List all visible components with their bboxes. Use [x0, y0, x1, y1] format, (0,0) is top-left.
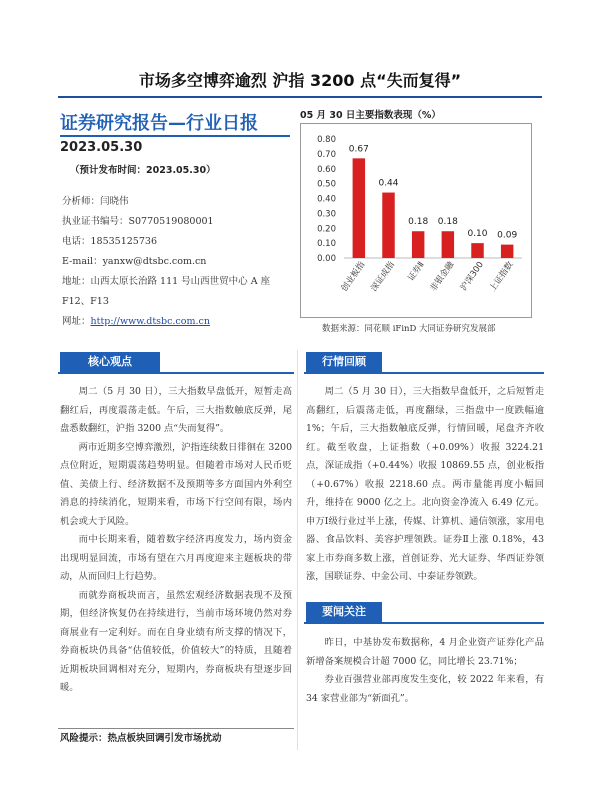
news-section-line — [304, 622, 544, 624]
analyst-cert: 执业证书编号：S0770519080001 — [62, 216, 214, 227]
headline: 市场多空博弈逾烈 沪指 3200 点“失而复得” — [138, 71, 462, 90]
analyst-phone: 电话：18535125736 — [62, 236, 157, 247]
y-tick-label: 0.60 — [317, 164, 336, 175]
x-category-label: 上证指数 — [487, 259, 516, 294]
y-tick-label: 0.30 — [317, 209, 336, 220]
bar-value-label: 0.67 — [348, 144, 369, 155]
bar — [471, 243, 483, 258]
bar-value-label: 0.44 — [378, 178, 399, 189]
bar — [442, 231, 454, 258]
bar — [353, 158, 365, 258]
risk-rule — [58, 728, 294, 729]
news-section-body — [306, 634, 544, 708]
x-category-label: 深证成指 — [369, 259, 397, 294]
report-date: 2023.05.30 — [60, 140, 143, 155]
core-para: 而就券商板块而言，虽然宏观经济数据表现不及预期，但经济恢复仍在持续进行，当前市场环境仍然对券商展业有一定利好。而在自身业绩有所支撑的情况下，券商板块仍具备“估值较低，价值较大”的特质，且随着近期板块回调相对充分，短期内，券商板块有望逐步回暖。 — [60, 589, 292, 693]
news-para: 昨日，中基协发布数据称，4 月企业资产证券化产品新增备案规模合计超 7000 亿，同比增长 23.71%； — [306, 637, 544, 667]
bar-value-label: 0.09 — [497, 230, 518, 241]
bar — [382, 193, 394, 258]
chart-title: 05 月 30 日主要指数表现（%） — [300, 110, 441, 121]
market-section-line — [304, 372, 544, 374]
news-para: 券业百强营业部再度发生变化，较 2022 年来看，有 34 家营业部为“新面孔”。 — [306, 674, 544, 704]
market-section-body — [306, 383, 544, 587]
core-section-heading: 核心观点 — [60, 352, 160, 372]
bar — [501, 245, 513, 258]
market-section-heading: 行情回顾 — [306, 352, 382, 372]
analyst-name: 分析师：闫晓伟 — [62, 196, 129, 207]
bar — [412, 231, 424, 258]
x-category-label: 证券Ⅱ — [406, 259, 427, 284]
news-section-heading: 要闻关注 — [306, 602, 382, 622]
core-para: 两市近期多空博弈激烈，沪指连续数日徘徊在 3200 点位附近，短期震荡趋势明显。但随着市场对人民币贬值、美债上行、经济数据不及预期等多方面国内外利空消息的持续消化，短期来看，市场下行空间有限，场内机会或大于风险。 — [60, 441, 292, 527]
y-tick-label: 0.50 — [317, 179, 336, 190]
website-label: 网址： — [62, 316, 91, 327]
y-tick-label: 0.80 — [317, 135, 336, 145]
core-section-line — [58, 372, 294, 374]
bar-value-label: 0.18 — [408, 217, 429, 228]
chart-source: 数据来源：同花顺 iFinD 大同证券研究发展部 — [322, 324, 496, 334]
risk-note: 风险提示：热点板块回调引发市场扰动 — [60, 733, 222, 744]
title-underline — [60, 135, 290, 137]
report-title: 证券研究报告—行业日报 — [60, 113, 258, 134]
y-tick-label: 0.10 — [317, 239, 336, 250]
y-tick-label: 0.40 — [317, 194, 336, 205]
x-category-label: 沪深300 — [458, 259, 486, 293]
analyst-email: E-mail：yanxw@dtsbc.com.cn — [62, 256, 207, 267]
bar-value-label: 0.18 — [437, 217, 458, 228]
core-section-body — [60, 383, 292, 698]
chart-frame — [300, 123, 532, 318]
core-para: 周二（5 月 30 日），三大指数早盘低开，短暂走高翻红后，再度震荡走低。午后，三大指数触底反弹，尾盘悉数翻红，沪指 3200 点“失而复得”。 — [60, 386, 292, 434]
publish-date: （预计发布时间：2023.05.30） — [70, 165, 216, 176]
x-category-label: 非银金融 — [428, 259, 457, 294]
y-tick-label: 0.70 — [317, 149, 336, 160]
bar-chart — [300, 123, 532, 318]
website — [62, 316, 210, 328]
analyst-address-cont: F12、F13 — [62, 296, 109, 307]
y-tick-label: 0.00 — [317, 254, 336, 264]
website-link[interactable]: http://www.dtsbc.com.cn — [90, 316, 210, 327]
analyst-address: 地址：山西太原长治路 111 号山西世贸中心 A 座 — [62, 276, 271, 287]
top-rule — [58, 96, 542, 98]
market-para: 周二（5 月 30 日），三大指数早盘低开，之后短暂走高翻红，后震荡走低，再度翻绿，三指盘中一度跌幅逾 1%；午后，三大指数触底反弹，行情回暖，尾盘齐齐收红。截至收盘，上证指数（+0.09%）收报 3224.21 点，深证成指（+0.44%）收报 10869.55 点，创业板指（+0.67%）收报 2218.60 点。两市量能再度小幅回升，维持在 9000 亿之上。北向资金净流入 6.49 亿元。申万Ⅰ级行业过半上涨，传媒、计算机、通信领涨，家用电器、食品饮料、美容护理领跌。证券Ⅱ上涨 0.18%，43 家上市券商多数上涨，首创证券、光大证券、华西证券领涨，国联证券、中金公司、中泰证券领跌。 — [306, 386, 544, 582]
bar-value-label: 0.10 — [467, 229, 488, 240]
column-divider — [297, 350, 298, 750]
y-tick-label: 0.20 — [317, 224, 336, 235]
core-para: 而中长期来看，随着数字经济再度发力，场内资金出现明显回流，市场有望在六月再度迎来主题板块的带动，从而回归上行趋势。 — [60, 534, 292, 582]
x-category-label: 创业板指 — [339, 259, 368, 294]
